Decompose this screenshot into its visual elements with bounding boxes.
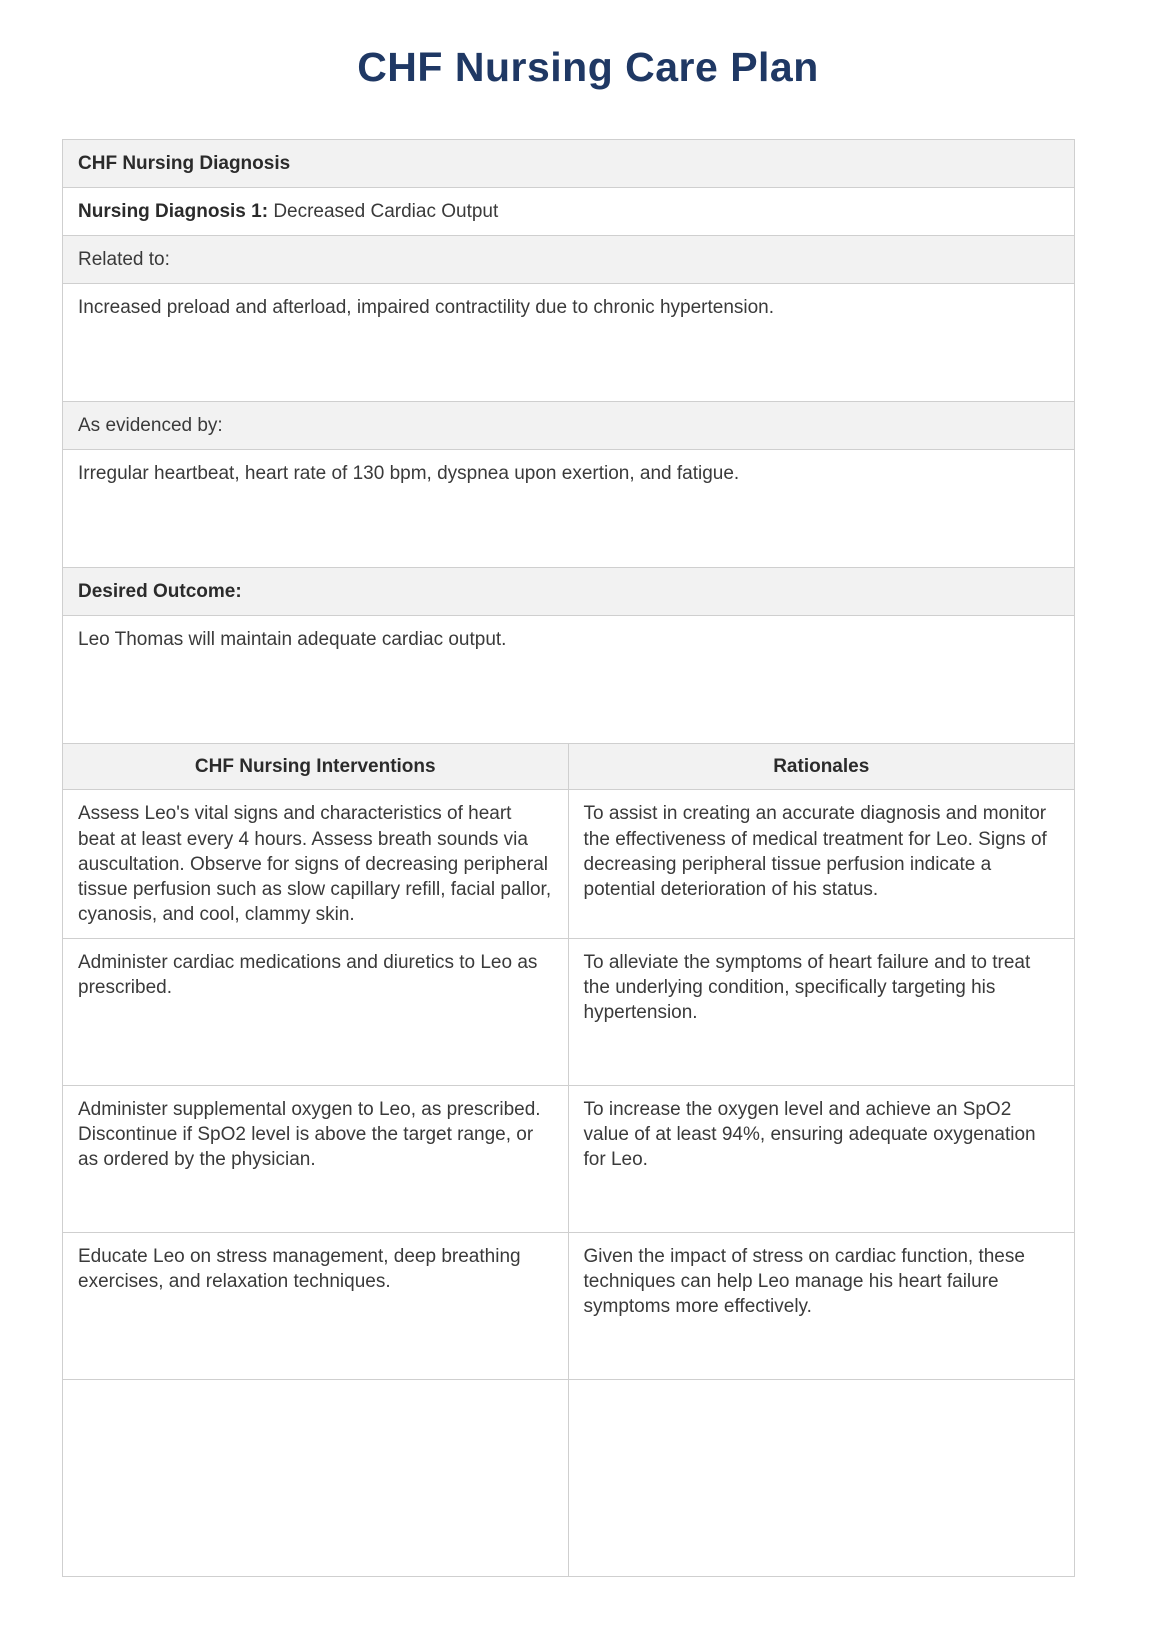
intervention-row [63,1086,1074,1233]
desired-outcome-text: Leo Thomas will maintain adequate cardiac output. [63,616,1074,744]
rationale-cell: Given the impact of stress on cardiac function, these techniques can help Leo manage his heart failure symptoms more effectively. [569,1233,1075,1379]
evidenced-by-label: As evidenced by: [63,402,1074,450]
intervention-row [63,1233,1074,1380]
related-to-text: Increased preload and afterload, impaired contractility due to chronic hypertension. [63,284,1074,402]
rationale-cell-empty [569,1380,1075,1576]
rationales-column-header: Rationales [773,756,870,778]
care-plan-table [62,139,1075,1577]
diagnosis-section-header: CHF Nursing Diagnosis [63,140,1074,188]
intervention-row-empty [63,1380,1074,1576]
intervention-row [63,790,1074,938]
interventions-column-header: CHF Nursing Interventions [63,744,569,789]
intervention-cell-empty [63,1380,569,1576]
intervention-cell: Educate Leo on stress management, deep breathing exercises, and relaxation techniques. [63,1233,569,1379]
diagnosis-value: Decreased Cardiac Output [273,201,499,223]
diagnosis-row [63,188,1074,236]
rationale-cell: To increase the oxygen level and achieve an SpO2 value of at least 94%, ensuring adequate oxygenation for Leo. [569,1086,1075,1232]
rationale-cell: To assist in creating an accurate diagnosis and monitor the effectiveness of medical treatment for Leo. Signs of decreasing peripheral tissue perfusion indicate a potential deterioration of his status. [569,790,1075,937]
related-to-label: Related to: [63,236,1074,284]
interventions-header-row [63,744,1074,790]
diagnosis-label: Nursing Diagnosis 1: [78,201,274,223]
intervention-cell: Assess Leo's vital signs and characteristics of heart beat at least every 4 hours. Assess breath sounds via auscultation. Observe for signs of decreasing peripheral tissue perfusion such as slow capillary refill, facial pallor, cyanosis, and cool, clammy skin. [63,790,569,937]
evidenced-by-text: Irregular heartbeat, heart rate of 130 bpm, dyspnea upon exertion, and fatigue. [63,450,1074,568]
rationale-cell: To alleviate the symptoms of heart failure and to treat the underlying condition, specifically targeting his hypertension. [569,939,1075,1085]
intervention-row [63,939,1074,1086]
intervention-cell: Administer cardiac medications and diuretics to Leo as prescribed. [63,939,569,1085]
page-title: CHF Nursing Care Plan [357,44,819,90]
intervention-cell: Administer supplemental oxygen to Leo, as prescribed. Discontinue if SpO2 level is above the target range, or as ordered by the physician. [63,1086,569,1232]
desired-outcome-label: Desired Outcome: [63,568,1074,616]
